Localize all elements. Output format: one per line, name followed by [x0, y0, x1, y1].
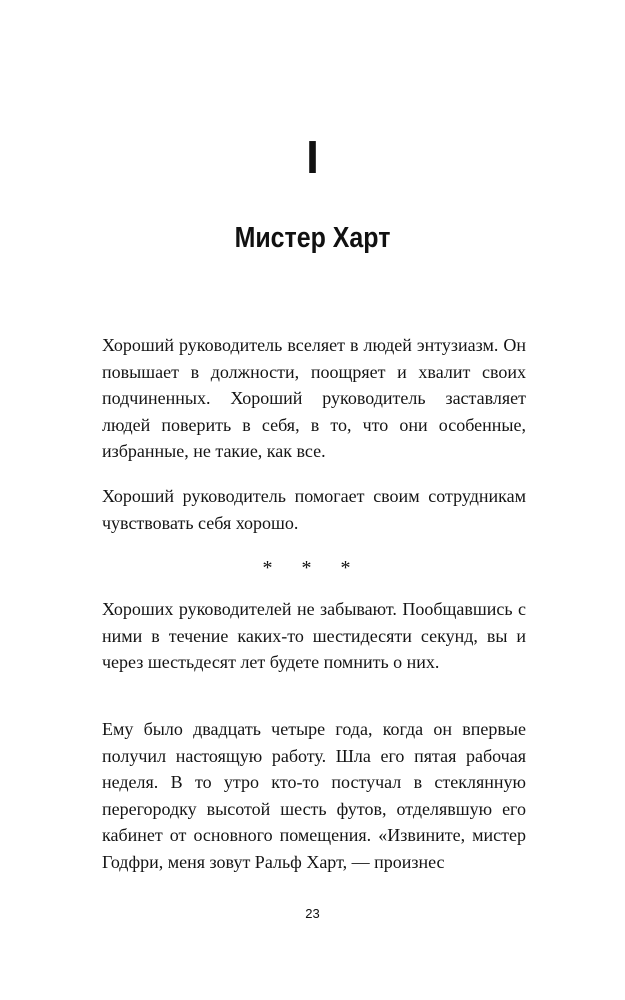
chapter-number: I	[306, 131, 319, 183]
paragraph-text: Ему было двадцать четыре года, когда он впервые получил настоящую работу. Шла его пятая рабочая неделя. В то утро кто-то постучал в стеклянную перегородку высотой шесть футов, отделявшую его кабинет от основного помещения. «Извините, мистер Годфри, меня зовут Ральф Харт, — произнес	[102, 719, 526, 872]
paragraph-4	[102, 716, 526, 875]
section-divider: * * *	[262, 557, 363, 579]
paragraph-2	[102, 483, 526, 536]
paragraph-3	[102, 596, 526, 676]
paragraph-text: Хороших руководителей не забывают. Пообщавшись с ними в течение каких-то шестидесяти секунд, вы и через шестьдесят лет будете помнить о них.	[102, 599, 526, 672]
chapter-title: Мистер Харт	[234, 222, 391, 254]
paragraph-1	[102, 332, 526, 465]
page-number: 23	[305, 906, 320, 921]
paragraph-text: Хороший руководитель вселяет в людей энтузиазм. Он повышает в должности, поощряет и хвалит своих подчиненных. Хороший руководитель заставляет людей поверить в себя, в то, что они особенные, избранные, не такие, как все.	[102, 335, 526, 461]
paragraph-text: Хороший руководитель помогает своим сотрудникам чувствовать себя хорошо.	[102, 486, 526, 533]
